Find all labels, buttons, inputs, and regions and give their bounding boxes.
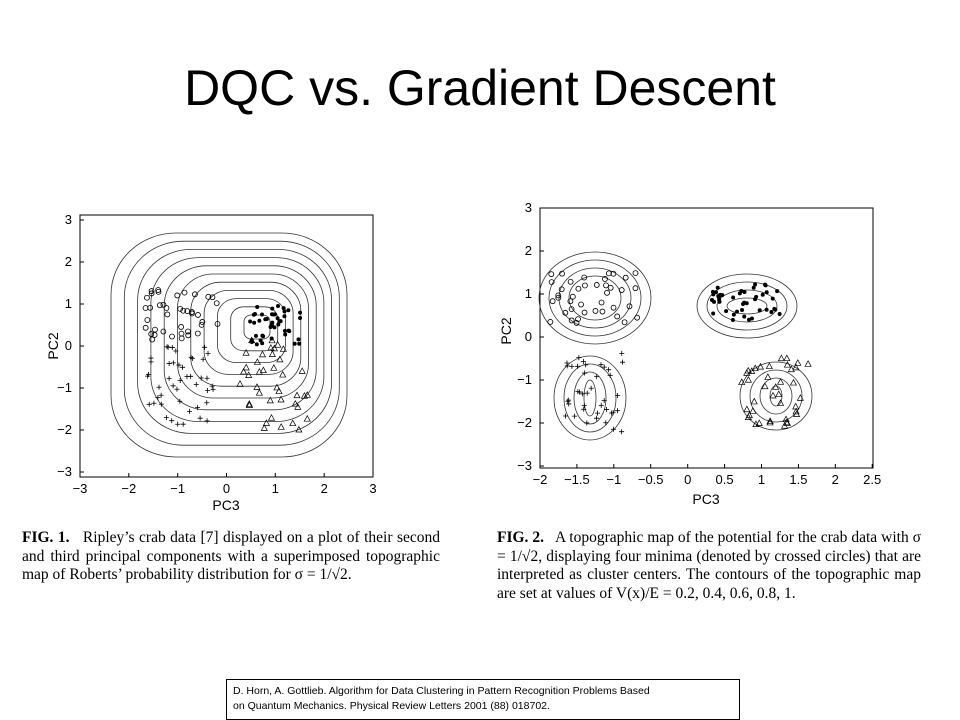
data-point-plus: [194, 382, 199, 387]
data-point-circle: [157, 303, 162, 308]
data-point-dot: [271, 312, 275, 316]
data-point-triangle: [290, 420, 296, 426]
data-point-circle: [143, 325, 148, 330]
contour-line: [111, 233, 347, 457]
data-point-plus: [202, 345, 207, 350]
data-point-circle: [600, 309, 605, 314]
data-point-circle: [153, 327, 158, 332]
data-point-plus: [204, 400, 209, 405]
data-point-dot: [775, 289, 779, 293]
data-point-dot: [298, 316, 302, 320]
data-point-triangle: [744, 406, 750, 412]
data-point-plus: [181, 422, 186, 427]
data-point-plus: [619, 429, 624, 434]
data-point-dot: [765, 308, 769, 312]
data-point-dot: [293, 342, 297, 346]
data-point-dot: [255, 305, 259, 309]
data-point-circle: [170, 334, 175, 339]
data-point-plus: [584, 420, 589, 425]
data-point-dot: [287, 329, 291, 333]
data-point-triangle: [751, 398, 757, 404]
x-tick-label: 3: [369, 481, 377, 496]
x-tick-label: −1: [606, 472, 622, 487]
data-point-dot: [732, 313, 736, 317]
data-point-plus: [619, 351, 624, 356]
data-point-plus: [565, 399, 570, 404]
data-point-plus: [620, 360, 625, 365]
contour-line: [138, 249, 332, 433]
data-point-dot: [769, 310, 773, 314]
data-point-triangle: [784, 355, 790, 361]
y-tick-label: −1: [517, 372, 532, 387]
data-point-plus: [178, 378, 183, 383]
data-point-circle: [593, 308, 598, 313]
contour-line: [584, 380, 596, 416]
data-point-plus: [165, 344, 170, 349]
data-point-dot: [270, 307, 274, 311]
data-point-triangle: [254, 384, 260, 390]
data-point-dot: [260, 341, 264, 345]
data-point-circle: [633, 286, 638, 291]
data-point-triangle: [256, 369, 262, 375]
data-point-triangle: [256, 390, 262, 396]
contour-line: [697, 274, 797, 338]
data-point-plus: [159, 393, 164, 398]
data-point-dot: [738, 291, 742, 295]
data-point-dot: [297, 342, 301, 346]
data-point-plus: [582, 403, 587, 408]
data-point-circle: [623, 275, 628, 280]
citation-line-2: on Quantum Mechanics. Physical Review Letters 2001 (88) 018702.: [233, 700, 550, 712]
data-point-plus: [589, 386, 594, 391]
data-point-dot: [282, 314, 286, 318]
data-point-circle: [179, 324, 184, 329]
y-axis-label: PC2: [45, 332, 61, 360]
data-point-triangle: [793, 403, 799, 409]
data-point-circle: [165, 312, 170, 317]
data-point-dot: [771, 297, 775, 301]
data-point-plus: [198, 416, 203, 421]
y-tick-label: 0: [524, 329, 532, 344]
data-point-plus: [569, 364, 574, 369]
data-point-circle: [568, 299, 573, 304]
caption-text: A topographic map of the potential for the crab data with σ = 1/√2, displaying four minima (denoted by crossed circles) that are interpreted as cluster centers. The contours of the topographic map are set at values of V(x)/E = 0.2, 0.4, 0.6, 0.8, 1.: [497, 529, 921, 602]
data-point-circle: [594, 282, 599, 287]
figure-1-caption: [22, 529, 440, 585]
data-point-plus: [175, 422, 180, 427]
data-point-dot: [257, 319, 261, 323]
data-point-dot: [740, 308, 744, 312]
data-point-plus: [606, 367, 611, 372]
data-point-circle: [179, 336, 184, 341]
x-tick-label: 1: [757, 472, 766, 487]
slide-title: DQC vs. Gradient Descent: [184, 60, 776, 116]
data-point-plus: [199, 375, 204, 380]
plot-frame: [540, 208, 873, 468]
x-tick-label: −1: [170, 481, 186, 496]
data-point-dot: [276, 304, 280, 308]
data-point-circle: [161, 329, 166, 334]
data-point-triangle: [246, 372, 252, 378]
contour-line: [564, 364, 616, 432]
data-point-dot: [717, 298, 721, 302]
data-point-circle: [152, 332, 157, 337]
data-point-circle: [144, 295, 149, 300]
data-point-dot: [286, 308, 290, 312]
data-point-circle: [599, 300, 604, 305]
data-point-dot: [741, 302, 745, 306]
data-point-dot: [724, 309, 728, 313]
data-point-plus: [167, 376, 172, 381]
data-point-circle: [175, 293, 180, 298]
y-tick-label: −2: [57, 422, 72, 437]
data-point-plus: [151, 401, 156, 406]
data-point-dot: [276, 316, 280, 320]
data-point-triangle: [776, 391, 782, 397]
data-point-circle: [550, 299, 555, 304]
data-point-plus: [170, 345, 175, 350]
x-tick-label: −2: [532, 472, 548, 487]
data-point-plus: [594, 374, 599, 379]
data-point-plus: [585, 391, 590, 396]
x-tick-label: 1.5: [789, 472, 808, 487]
data-point-plus: [595, 411, 600, 416]
data-point-triangle: [790, 380, 796, 386]
data-point-dot: [765, 290, 769, 294]
data-point-plus: [206, 351, 211, 356]
data-point-dot: [260, 312, 264, 316]
x-tick-label: 2: [320, 481, 328, 496]
data-point-plus: [575, 364, 580, 369]
data-point-plus: [564, 360, 569, 365]
data-point-circle: [576, 286, 581, 291]
data-point-triangle: [778, 355, 784, 361]
data-point-dot: [773, 308, 777, 312]
data-point-circle: [182, 290, 187, 295]
citation-box: [226, 679, 740, 720]
data-point-plus: [171, 360, 176, 365]
caption-label: FIG. 2.: [497, 529, 545, 546]
data-point-plus: [581, 359, 586, 364]
data-point-dot: [752, 286, 756, 290]
data-point-plus: [205, 418, 210, 423]
data-point-circle: [633, 271, 638, 276]
y-tick-label: 3: [64, 212, 72, 227]
data-point-dot: [263, 317, 267, 321]
y-axis-label: PC2: [498, 317, 514, 345]
data-point-plus: [171, 383, 176, 388]
data-point-circle: [559, 287, 564, 292]
data-point-plus: [566, 401, 571, 406]
data-point-plus: [164, 415, 169, 420]
data-point-dot: [282, 309, 286, 313]
data-point-triangle: [278, 424, 284, 430]
data-point-dot: [731, 295, 735, 299]
y-tick-label: 0: [64, 338, 72, 353]
data-point-plus: [147, 402, 152, 407]
y-tick-label: −1: [57, 380, 72, 395]
data-point-circle: [164, 305, 169, 310]
data-point-dot: [742, 315, 746, 319]
x-tick-label: 2: [831, 472, 839, 487]
data-point-dot: [747, 318, 751, 322]
data-point-triangle: [797, 395, 803, 401]
figure-1-plot: [20, 205, 390, 513]
contour-line: [554, 356, 626, 440]
x-axis-label: PC3: [692, 491, 720, 507]
data-point-plus: [583, 362, 588, 367]
data-point-plus: [187, 409, 192, 414]
data-point-dot: [298, 311, 302, 315]
data-point-circle: [605, 290, 610, 295]
x-tick-label: −0.5: [637, 472, 664, 487]
data-point-dot: [279, 319, 283, 323]
x-tick-label: −2: [121, 481, 137, 496]
data-point-triangle: [237, 381, 243, 387]
y-tick-label: −3: [517, 458, 532, 473]
data-point-dot: [255, 342, 259, 346]
data-point-circle: [195, 331, 200, 336]
x-tick-label: −1.5: [564, 472, 590, 487]
data-point-circle: [145, 318, 150, 323]
data-point-plus: [602, 365, 607, 370]
figure-2: [495, 198, 895, 508]
x-tick-label: 0: [222, 481, 231, 496]
data-point-circle: [570, 294, 575, 299]
contour-line: [717, 290, 777, 322]
y-tick-label: −3: [57, 464, 72, 479]
data-point-triangle: [304, 416, 310, 422]
data-point-dot: [753, 297, 757, 301]
data-point-dot: [714, 290, 718, 294]
data-point-dot: [283, 329, 287, 333]
data-point-dot: [758, 308, 762, 312]
data-point-dot: [735, 310, 739, 314]
data-point-circle: [608, 285, 613, 290]
x-tick-label: −3: [72, 481, 88, 496]
data-point-triangle: [294, 392, 300, 398]
data-point-circle: [582, 310, 587, 315]
y-tick-label: −2: [517, 415, 532, 430]
data-point-plus: [167, 361, 172, 366]
data-point-dot: [276, 322, 280, 326]
caption-text: Ripley’s crab data [7] displayed on a plot of their second and third principal components with a superimposed topographic map of Roberts’ probability distribution for σ = 1/√2.: [22, 529, 441, 583]
data-point-dot: [731, 318, 735, 322]
data-point-circle: [579, 302, 584, 307]
data-point-dot: [283, 332, 287, 336]
data-point-triangle: [766, 363, 772, 369]
data-point-plus: [180, 365, 185, 370]
data-point-dot: [260, 334, 264, 338]
y-tick-label: 3: [524, 200, 532, 215]
data-point-circle: [150, 337, 155, 342]
figure-2-plot: [495, 198, 895, 508]
data-point-plus: [184, 374, 189, 379]
data-point-circle: [214, 301, 219, 306]
x-axis-label: PC3: [212, 497, 240, 513]
caption-label: FIG. 1.: [22, 529, 70, 546]
data-point-dot: [270, 321, 274, 325]
data-point-plus: [576, 355, 581, 360]
data-point-dot: [711, 311, 715, 315]
x-tick-label: 1: [271, 481, 279, 496]
data-point-dot: [254, 334, 258, 338]
data-point-plus: [205, 376, 210, 381]
y-tick-label: 1: [524, 286, 532, 301]
data-point-triangle: [745, 377, 751, 383]
data-point-plus: [599, 403, 604, 408]
data-point-circle: [619, 288, 624, 293]
data-point-circle: [548, 319, 553, 324]
data-point-triangle: [765, 374, 771, 380]
data-point-dot: [248, 319, 252, 323]
data-point-circle: [615, 314, 620, 319]
data-point-plus: [603, 420, 608, 425]
figure-2-caption: [497, 529, 921, 603]
data-point-circle: [549, 272, 554, 277]
data-point-circle: [635, 315, 640, 320]
data-point-circle: [195, 312, 200, 317]
data-point-triangle: [299, 368, 305, 374]
data-point-triangle: [805, 361, 811, 367]
data-point-plus: [189, 355, 194, 360]
data-point-circle: [179, 331, 184, 336]
figure-1: [20, 205, 390, 513]
x-tick-label: 2.5: [863, 472, 882, 487]
data-point-plus: [157, 385, 162, 390]
data-point-dot: [761, 293, 765, 297]
data-point-circle: [604, 283, 609, 288]
data-point-plus: [155, 395, 160, 400]
data-point-plus: [615, 408, 620, 413]
data-point-plus: [211, 387, 216, 392]
y-tick-label: 2: [64, 254, 72, 269]
data-point-triangle: [268, 415, 274, 421]
data-point-triangle: [770, 392, 776, 398]
data-point-plus: [572, 414, 577, 419]
data-point-dot: [296, 337, 300, 341]
data-point-plus: [205, 388, 210, 393]
data-point-dot: [718, 293, 722, 297]
data-point-circle: [568, 279, 573, 284]
contour-line: [217, 299, 285, 363]
data-point-dot: [712, 300, 716, 304]
data-point-triangle: [280, 372, 286, 378]
data-point-triangle: [254, 359, 260, 365]
data-point-dot: [716, 286, 720, 290]
data-point-circle: [582, 283, 587, 288]
data-point-circle: [622, 320, 627, 325]
data-point-triangle: [271, 365, 277, 371]
x-tick-label: 0.5: [715, 472, 734, 487]
y-tick-label: 2: [524, 243, 532, 258]
data-point-dot: [764, 283, 768, 287]
data-point-dot: [252, 321, 256, 325]
data-point-plus: [169, 418, 174, 423]
data-point-circle: [611, 305, 616, 310]
data-point-dot: [253, 312, 257, 316]
data-point-triangle: [269, 351, 275, 357]
citation-line-1: D. Horn, A. Gottlieb. Algorithm for Data Clustering in Pattern Recognition Problems Based: [233, 685, 650, 697]
data-point-plus: [174, 387, 179, 392]
y-tick-label: 1: [64, 296, 72, 311]
data-point-circle: [186, 333, 191, 338]
data-point-triangle: [259, 351, 265, 357]
x-tick-label: 0: [684, 472, 692, 487]
data-point-plus: [149, 359, 154, 364]
data-point-dot: [778, 312, 782, 316]
